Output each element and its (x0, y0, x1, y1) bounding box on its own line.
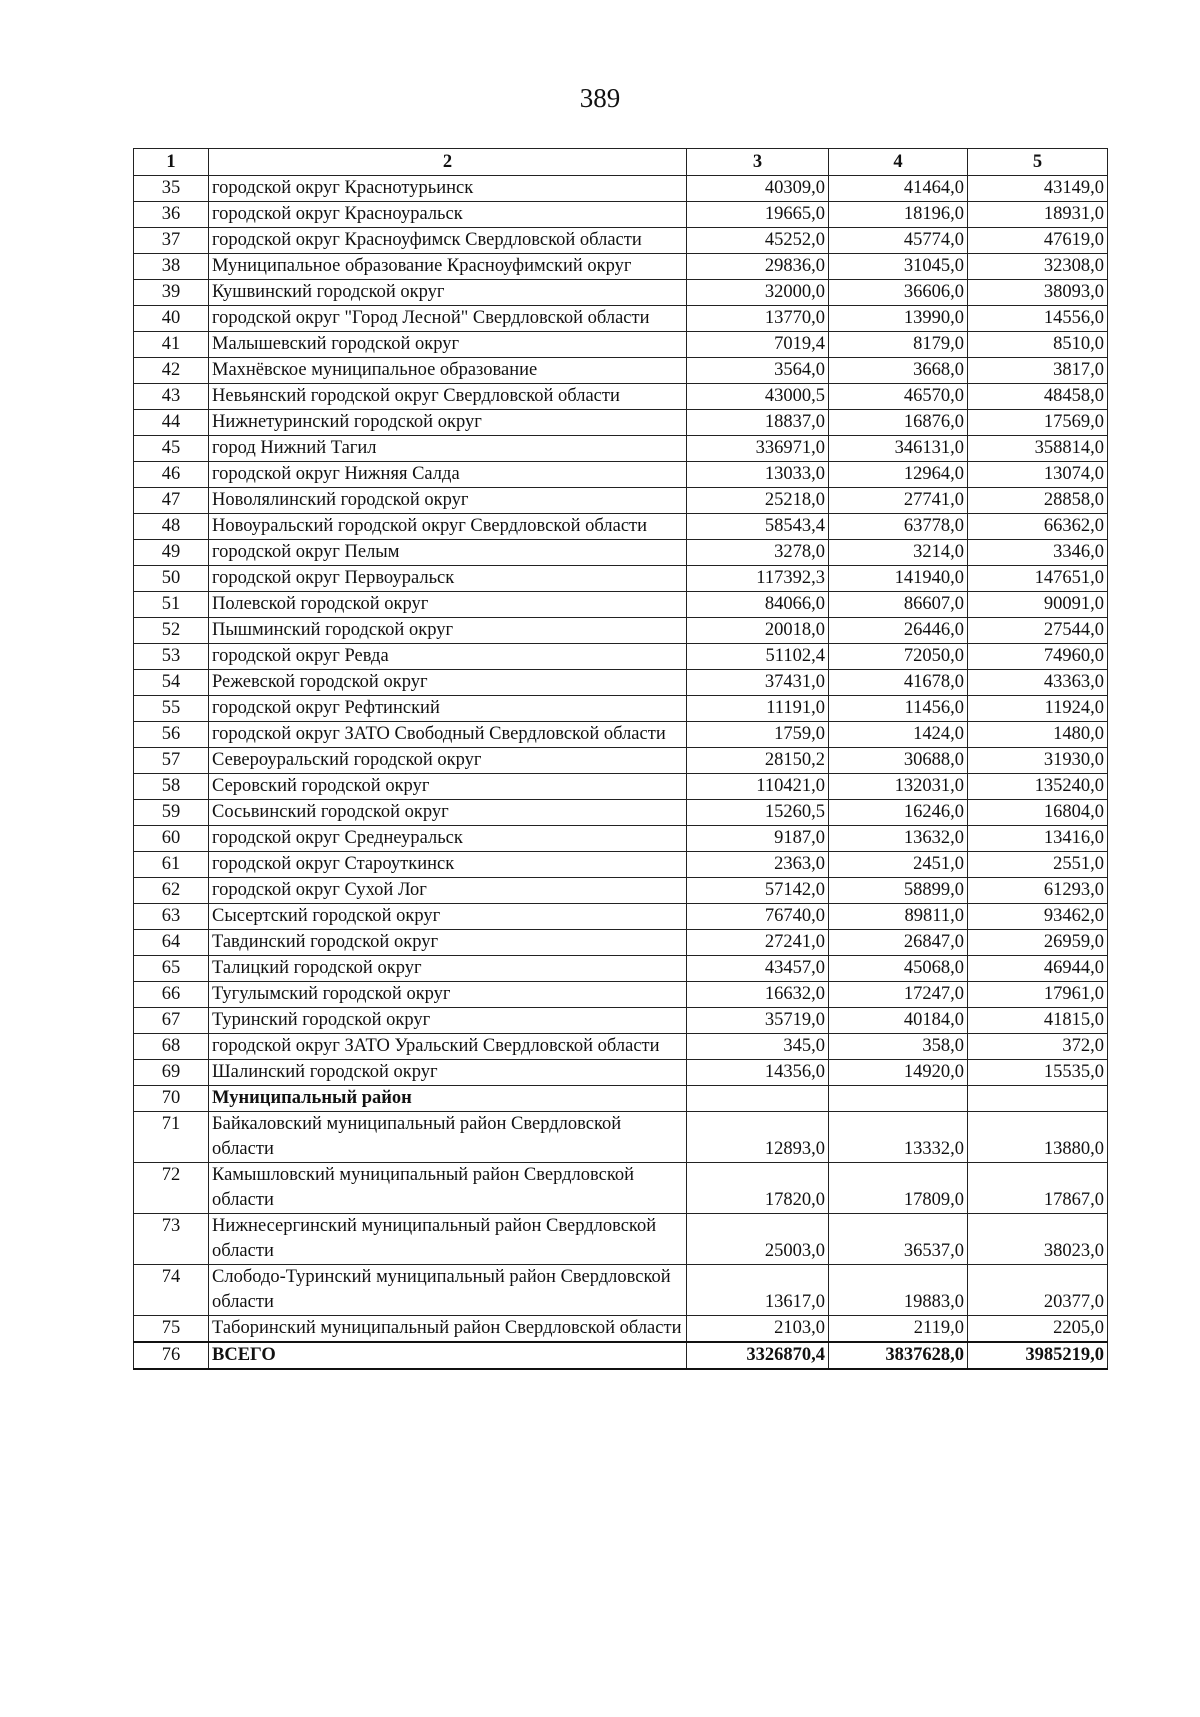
table-row (134, 826, 1108, 852)
table-row (134, 228, 1108, 254)
row-value-col5-cell: 8510,0 (968, 332, 1108, 358)
row-value-col4-cell: 26446,0 (829, 618, 968, 644)
row-number-cell: 52 (134, 618, 209, 644)
row-name-cell: городской округ Староуткинск (209, 852, 687, 878)
row-name-cell: Сысертский городской округ (209, 904, 687, 930)
row-value-col3-cell: 20018,0 (687, 618, 829, 644)
row-value-col5-cell: 3817,0 (968, 358, 1108, 384)
row-value-col5-cell: 17569,0 (968, 410, 1108, 436)
table-row (134, 306, 1108, 332)
row-value-col3-cell: 84066,0 (687, 592, 829, 618)
row-number-cell: 55 (134, 696, 209, 722)
row-value-col5-cell: 3346,0 (968, 540, 1108, 566)
row-value-col3-cell: 15260,5 (687, 800, 829, 826)
row-name-cell: Новолялинский городской округ (209, 488, 687, 514)
row-value-col5-cell: 372,0 (968, 1034, 1108, 1060)
row-name-cell: Шалинский городской округ (209, 1060, 687, 1086)
row-value-col5-cell: 17867,0 (968, 1163, 1108, 1214)
row-value-col5-cell: 358814,0 (968, 436, 1108, 462)
row-value-col5-cell: 13416,0 (968, 826, 1108, 852)
row-number-cell: 75 (134, 1316, 209, 1343)
row-number-cell: 72 (134, 1163, 209, 1214)
row-value-col3-cell: 345,0 (687, 1034, 829, 1060)
row-number-cell: 70 (134, 1086, 209, 1112)
row-value-col5-cell: 11924,0 (968, 696, 1108, 722)
row-number-cell: 58 (134, 774, 209, 800)
row-value-col5-cell: 43363,0 (968, 670, 1108, 696)
row-name-cell: Тавдинский городской округ (209, 930, 687, 956)
row-value-col5-cell: 90091,0 (968, 592, 1108, 618)
table-row (134, 1163, 1108, 1214)
row-number-cell: 36 (134, 202, 209, 228)
row-name-cell: Североуральский городской округ (209, 748, 687, 774)
table-row (134, 800, 1108, 826)
row-number-cell: 44 (134, 410, 209, 436)
row-value-col4-cell: 8179,0 (829, 332, 968, 358)
table-row (134, 1008, 1108, 1034)
table-row (134, 748, 1108, 774)
table-row (134, 514, 1108, 540)
row-value-col5-cell: 28858,0 (968, 488, 1108, 514)
row-value-col5-cell: 14556,0 (968, 306, 1108, 332)
row-name-cell: Режевской городской округ (209, 670, 687, 696)
row-number-cell: 74 (134, 1265, 209, 1316)
row-value-col5-cell: 66362,0 (968, 514, 1108, 540)
row-name-cell: Нижнесергинский муниципальный район Свердловской области (209, 1214, 687, 1265)
row-value-col5-cell: 47619,0 (968, 228, 1108, 254)
row-value-col5-cell: 135240,0 (968, 774, 1108, 800)
row-number-cell: 39 (134, 280, 209, 306)
row-value-col4-cell: 3668,0 (829, 358, 968, 384)
row-number-cell: 42 (134, 358, 209, 384)
row-value-col5-cell: 93462,0 (968, 904, 1108, 930)
row-name-cell: городской округ Красноуфимск Свердловской области (209, 228, 687, 254)
row-value-col4-cell: 41464,0 (829, 176, 968, 202)
row-number-cell: 38 (134, 254, 209, 280)
row-number-cell: 64 (134, 930, 209, 956)
row-name-cell: Полевской городской округ (209, 592, 687, 618)
row-value-col4-cell: 2451,0 (829, 852, 968, 878)
table-row (134, 774, 1108, 800)
row-value-col3-cell: 13770,0 (687, 306, 829, 332)
row-name-cell: Тугулымский городской округ (209, 982, 687, 1008)
row-number-cell: 46 (134, 462, 209, 488)
row-value-col3-cell: 14356,0 (687, 1060, 829, 1086)
row-number-cell: 69 (134, 1060, 209, 1086)
table-row (134, 358, 1108, 384)
row-number-cell: 63 (134, 904, 209, 930)
row-value-col5-cell: 2205,0 (968, 1316, 1108, 1343)
table-row (134, 280, 1108, 306)
table-row (134, 540, 1108, 566)
row-number-cell: 49 (134, 540, 209, 566)
row-number-cell: 73 (134, 1214, 209, 1265)
row-name-cell: Новоуральский городской округ Свердловской области (209, 514, 687, 540)
table-row (134, 1060, 1108, 1086)
row-value-col4-cell: 11456,0 (829, 696, 968, 722)
table-body (134, 176, 1108, 1370)
page-number: 389 (579, 83, 621, 113)
row-value-col3-cell: 13033,0 (687, 462, 829, 488)
row-value-col3-cell: 43000,5 (687, 384, 829, 410)
row-number-cell: 53 (134, 644, 209, 670)
row-name-cell: городской округ Нижняя Салда (209, 462, 687, 488)
row-value-col3-cell: 3278,0 (687, 540, 829, 566)
row-number-cell: 35 (134, 176, 209, 202)
row-number-cell: 60 (134, 826, 209, 852)
row-name-cell: Махнёвское муниципальное образование (209, 358, 687, 384)
row-name-cell: городской округ "Город Лесной" Свердловской области (209, 306, 687, 332)
row-name-cell: городской округ Первоуральск (209, 566, 687, 592)
row-number-cell: 59 (134, 800, 209, 826)
column-header-number: 1 (134, 149, 209, 176)
row-value-col5-cell (968, 1086, 1108, 1112)
table-row (134, 436, 1108, 462)
row-name-cell: ВСЕГО (209, 1342, 687, 1369)
table-row (134, 852, 1108, 878)
row-value-col4-cell: 86607,0 (829, 592, 968, 618)
row-value-col4-cell: 30688,0 (829, 748, 968, 774)
row-value-col3-cell: 37431,0 (687, 670, 829, 696)
row-name-cell: Муниципальное образование Красноуфимский округ (209, 254, 687, 280)
table-row (134, 930, 1108, 956)
table-row (134, 878, 1108, 904)
row-value-col5-cell: 31930,0 (968, 748, 1108, 774)
row-number-cell: 65 (134, 956, 209, 982)
row-value-col4-cell: 58899,0 (829, 878, 968, 904)
row-value-col3-cell: 1759,0 (687, 722, 829, 748)
row-value-col5-cell: 18931,0 (968, 202, 1108, 228)
table-row (134, 384, 1108, 410)
row-name-cell: Серовский городской округ (209, 774, 687, 800)
row-name-cell: Нижнетуринский городской округ (209, 410, 687, 436)
row-number-cell: 57 (134, 748, 209, 774)
row-name-cell: городской округ Красноуральск (209, 202, 687, 228)
row-value-col4-cell: 12964,0 (829, 462, 968, 488)
row-value-col4-cell: 13632,0 (829, 826, 968, 852)
row-value-col4-cell: 3837628,0 (829, 1342, 968, 1369)
row-number-cell: 41 (134, 332, 209, 358)
row-number-cell: 40 (134, 306, 209, 332)
row-name-cell: Кушвинский городской округ (209, 280, 687, 306)
row-number-cell: 67 (134, 1008, 209, 1034)
row-value-col5-cell: 16804,0 (968, 800, 1108, 826)
row-value-col4-cell: 2119,0 (829, 1316, 968, 1343)
row-value-col5-cell: 32308,0 (968, 254, 1108, 280)
row-name-cell: Сосьвинский городской округ (209, 800, 687, 826)
column-header-name: 2 (209, 149, 687, 176)
row-value-col4-cell: 13990,0 (829, 306, 968, 332)
row-value-col4-cell: 45774,0 (829, 228, 968, 254)
row-value-col3-cell: 2103,0 (687, 1316, 829, 1343)
row-number-cell: 47 (134, 488, 209, 514)
row-value-col3-cell: 117392,3 (687, 566, 829, 592)
table-row (134, 1086, 1108, 1112)
row-name-cell: городской округ Среднеуральск (209, 826, 687, 852)
row-value-col3-cell: 45252,0 (687, 228, 829, 254)
row-value-col5-cell: 3985219,0 (968, 1342, 1108, 1369)
table-row (134, 696, 1108, 722)
row-value-col3-cell: 27241,0 (687, 930, 829, 956)
row-value-col3-cell: 25218,0 (687, 488, 829, 514)
row-value-col4-cell: 36606,0 (829, 280, 968, 306)
table-row (134, 1034, 1108, 1060)
column-header-5: 5 (968, 149, 1108, 176)
row-number-cell: 45 (134, 436, 209, 462)
row-value-col5-cell: 43149,0 (968, 176, 1108, 202)
row-value-col5-cell: 26959,0 (968, 930, 1108, 956)
row-value-col5-cell: 48458,0 (968, 384, 1108, 410)
row-value-col3-cell: 2363,0 (687, 852, 829, 878)
row-value-col3-cell: 3326870,4 (687, 1342, 829, 1369)
row-value-col3-cell: 3564,0 (687, 358, 829, 384)
row-value-col3-cell: 18837,0 (687, 410, 829, 436)
row-value-col4-cell: 46570,0 (829, 384, 968, 410)
row-value-col5-cell: 15535,0 (968, 1060, 1108, 1086)
row-name-cell: Невьянский городской округ Свердловской области (209, 384, 687, 410)
row-number-cell: 71 (134, 1112, 209, 1163)
row-value-col4-cell: 19883,0 (829, 1265, 968, 1316)
table-row (134, 1316, 1108, 1343)
row-value-col5-cell: 147651,0 (968, 566, 1108, 592)
row-value-col3-cell: 9187,0 (687, 826, 829, 852)
row-name-cell: Камышловский муниципальный район Свердловской области (209, 1163, 687, 1214)
row-name-cell: городской округ ЗАТО Свободный Свердловской области (209, 722, 687, 748)
row-value-col3-cell: 76740,0 (687, 904, 829, 930)
table-row (134, 202, 1108, 228)
table-row (134, 670, 1108, 696)
row-value-col4-cell: 41678,0 (829, 670, 968, 696)
row-number-cell: 66 (134, 982, 209, 1008)
row-number-cell: 68 (134, 1034, 209, 1060)
row-name-cell: Байкаловский муниципальный район Свердловской области (209, 1112, 687, 1163)
row-value-col4-cell: 16246,0 (829, 800, 968, 826)
row-value-col4-cell (829, 1086, 968, 1112)
row-number-cell: 54 (134, 670, 209, 696)
table-header (134, 149, 1108, 176)
table-row (134, 176, 1108, 202)
row-value-col5-cell: 1480,0 (968, 722, 1108, 748)
row-name-cell: городской округ Сухой Лог (209, 878, 687, 904)
row-number-cell: 43 (134, 384, 209, 410)
row-name-cell: Талицкий городской округ (209, 956, 687, 982)
row-value-col5-cell: 61293,0 (968, 878, 1108, 904)
table-row (134, 1112, 1108, 1163)
row-name-cell: Муниципальный район (209, 1086, 687, 1112)
row-value-col5-cell: 74960,0 (968, 644, 1108, 670)
row-value-col4-cell: 14920,0 (829, 1060, 968, 1086)
row-value-col5-cell: 38023,0 (968, 1214, 1108, 1265)
row-value-col3-cell: 35719,0 (687, 1008, 829, 1034)
row-number-cell: 50 (134, 566, 209, 592)
row-value-col4-cell: 26847,0 (829, 930, 968, 956)
row-value-col3-cell: 336971,0 (687, 436, 829, 462)
row-value-col3-cell: 11191,0 (687, 696, 829, 722)
row-value-col4-cell: 63778,0 (829, 514, 968, 540)
row-value-col5-cell: 27544,0 (968, 618, 1108, 644)
row-value-col4-cell: 16876,0 (829, 410, 968, 436)
row-value-col5-cell: 2551,0 (968, 852, 1108, 878)
row-value-col3-cell: 25003,0 (687, 1214, 829, 1265)
row-value-col4-cell: 17247,0 (829, 982, 968, 1008)
table-row (134, 254, 1108, 280)
table-row (134, 1214, 1108, 1265)
table-row (134, 332, 1108, 358)
row-value-col3-cell: 7019,4 (687, 332, 829, 358)
row-value-col5-cell: 13880,0 (968, 1112, 1108, 1163)
row-value-col5-cell: 20377,0 (968, 1265, 1108, 1316)
row-value-col4-cell: 89811,0 (829, 904, 968, 930)
row-number-cell: 48 (134, 514, 209, 540)
row-name-cell: Слободо-Туринский муниципальный район Свердловской области (209, 1265, 687, 1316)
column-header-4: 4 (829, 149, 968, 176)
table-row (134, 722, 1108, 748)
table-row (134, 566, 1108, 592)
table-row (134, 956, 1108, 982)
row-value-col3-cell: 28150,2 (687, 748, 829, 774)
row-name-cell: Пышминский городской округ (209, 618, 687, 644)
row-name-cell: городской округ Краснотурьинск (209, 176, 687, 202)
row-name-cell: городской округ Ревда (209, 644, 687, 670)
row-value-col5-cell: 46944,0 (968, 956, 1108, 982)
table-row (134, 1265, 1108, 1316)
table-row (134, 1342, 1108, 1369)
row-number-cell: 37 (134, 228, 209, 254)
row-number-cell: 76 (134, 1342, 209, 1369)
row-value-col4-cell: 45068,0 (829, 956, 968, 982)
row-value-col4-cell: 13332,0 (829, 1112, 968, 1163)
row-value-col3-cell: 12893,0 (687, 1112, 829, 1163)
row-value-col3-cell: 19665,0 (687, 202, 829, 228)
table-row (134, 618, 1108, 644)
row-name-cell: городской округ ЗАТО Уральский Свердловской области (209, 1034, 687, 1060)
row-value-col5-cell: 17961,0 (968, 982, 1108, 1008)
row-name-cell: городской округ Пелым (209, 540, 687, 566)
row-value-col3-cell: 17820,0 (687, 1163, 829, 1214)
row-value-col3-cell: 110421,0 (687, 774, 829, 800)
row-value-col4-cell: 72050,0 (829, 644, 968, 670)
row-value-col4-cell: 346131,0 (829, 436, 968, 462)
row-name-cell: Таборинский муниципальный район Свердловской области (209, 1316, 687, 1343)
row-value-col3-cell: 16632,0 (687, 982, 829, 1008)
table-row (134, 904, 1108, 930)
row-value-col4-cell: 31045,0 (829, 254, 968, 280)
row-value-col3-cell: 40309,0 (687, 176, 829, 202)
row-value-col4-cell: 358,0 (829, 1034, 968, 1060)
row-value-col5-cell: 41815,0 (968, 1008, 1108, 1034)
row-value-col4-cell: 36537,0 (829, 1214, 968, 1265)
row-value-col3-cell: 58543,4 (687, 514, 829, 540)
row-number-cell: 56 (134, 722, 209, 748)
row-value-col3-cell: 13617,0 (687, 1265, 829, 1316)
row-value-col4-cell: 40184,0 (829, 1008, 968, 1034)
table-row (134, 410, 1108, 436)
row-value-col3-cell: 57142,0 (687, 878, 829, 904)
table-row (134, 592, 1108, 618)
table-row (134, 644, 1108, 670)
row-value-col3-cell: 51102,4 (687, 644, 829, 670)
row-name-cell: городской округ Рефтинский (209, 696, 687, 722)
row-value-col5-cell: 13074,0 (968, 462, 1108, 488)
row-value-col4-cell: 18196,0 (829, 202, 968, 228)
row-value-col4-cell: 132031,0 (829, 774, 968, 800)
row-value-col3-cell: 29836,0 (687, 254, 829, 280)
row-name-cell: Малышевский городской округ (209, 332, 687, 358)
row-number-cell: 61 (134, 852, 209, 878)
row-number-cell: 62 (134, 878, 209, 904)
table-row (134, 488, 1108, 514)
row-value-col4-cell: 1424,0 (829, 722, 968, 748)
row-value-col4-cell: 27741,0 (829, 488, 968, 514)
row-name-cell: город Нижний Тагил (209, 436, 687, 462)
row-value-col4-cell: 17809,0 (829, 1163, 968, 1214)
header-row (134, 149, 1108, 176)
row-value-col3-cell (687, 1086, 829, 1112)
budget-table (133, 148, 1108, 1370)
row-value-col4-cell: 141940,0 (829, 566, 968, 592)
row-value-col3-cell: 32000,0 (687, 280, 829, 306)
table-row (134, 462, 1108, 488)
row-value-col4-cell: 3214,0 (829, 540, 968, 566)
column-header-3: 3 (687, 149, 829, 176)
row-number-cell: 51 (134, 592, 209, 618)
table-row (134, 982, 1108, 1008)
row-name-cell: Туринский городской округ (209, 1008, 687, 1034)
row-value-col5-cell: 38093,0 (968, 280, 1108, 306)
row-value-col3-cell: 43457,0 (687, 956, 829, 982)
